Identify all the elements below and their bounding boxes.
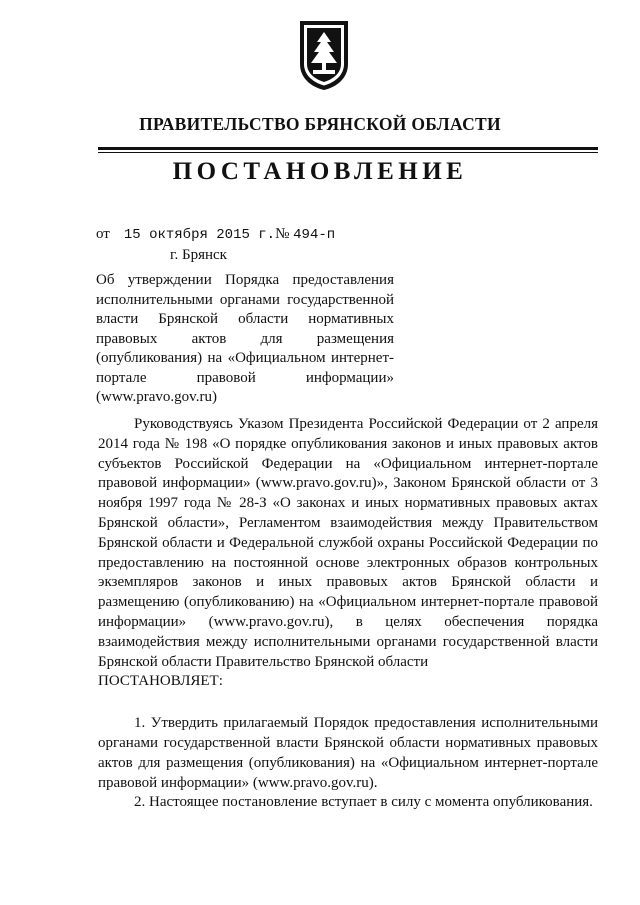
coat-of-arms-icon [297,18,351,92]
decree-keyword: ПОСТАНОВЛЯЕТ: [98,673,223,690]
number-prefix: № [275,226,290,242]
header-rule-thin [98,152,598,153]
clause-2: 2. Настоящее постановление вступает в силу с момента опубликования. [134,794,593,811]
document-type: ПОСТАНОВЛЕНИЕ [172,158,468,185]
document-subject: Об утверждении Порядка предоставления исполнительными органами государственной власти Брянской области нормативных правовых актов для размещения (опубликования) на «Официальном интернет-портале правовой информации» (www.pravo.gov.ru) [96,272,394,405]
document-number: 494-п [293,227,336,243]
clause-1: 1. Утвердить прилагаемый Порядок предоставления исполнительными органами государственной власти Брянской области нормативных правовых актов для размещения (опубликования) на «Официальном интернет-портале правовой информации» (www.pravo.gov.ru). [98,715,598,791]
date-prefix: от [96,226,110,242]
preamble-paragraph: Руководствуясь Указом Президента Российской Федерации от 2 апреля 2014 года № 198 «О порядке опубликования законов и иных правовых актов субъектов Российской Федерации на «Официальном интернет-портале правовой информации» (www.pravo.gov.ru)», Законом Брянской области от 3 ноября 1997 года № 28-З «О законах и иных нормативных правовых актах Брянской области», Регламентом взаимодействия между Правительством Брянской области и Федеральной службой охраны Российской Федерации по предоставлению на постоянной основе электронных образов контрольных экземпляров законов и иных правовых актов Брянской области и размещению (опубликованию) на «Официальном интернет-портале правовой информации» (www.pravo.gov.ru), в целях обеспечения порядка взаимодействия между исполнительными органами государственной власти Брянской области Правительство Брянской области [98,416,598,670]
date-number-line [96,226,335,243]
header-rule-thick [98,147,598,150]
document-date: 15 октября 2015 г. [123,227,276,243]
document-body [98,415,598,813]
government-title: ПРАВИТЕЛЬСТВО БРЯНСКОЙ ОБЛАСТИ [139,114,501,134]
document-city: г. Брянск [170,247,227,263]
